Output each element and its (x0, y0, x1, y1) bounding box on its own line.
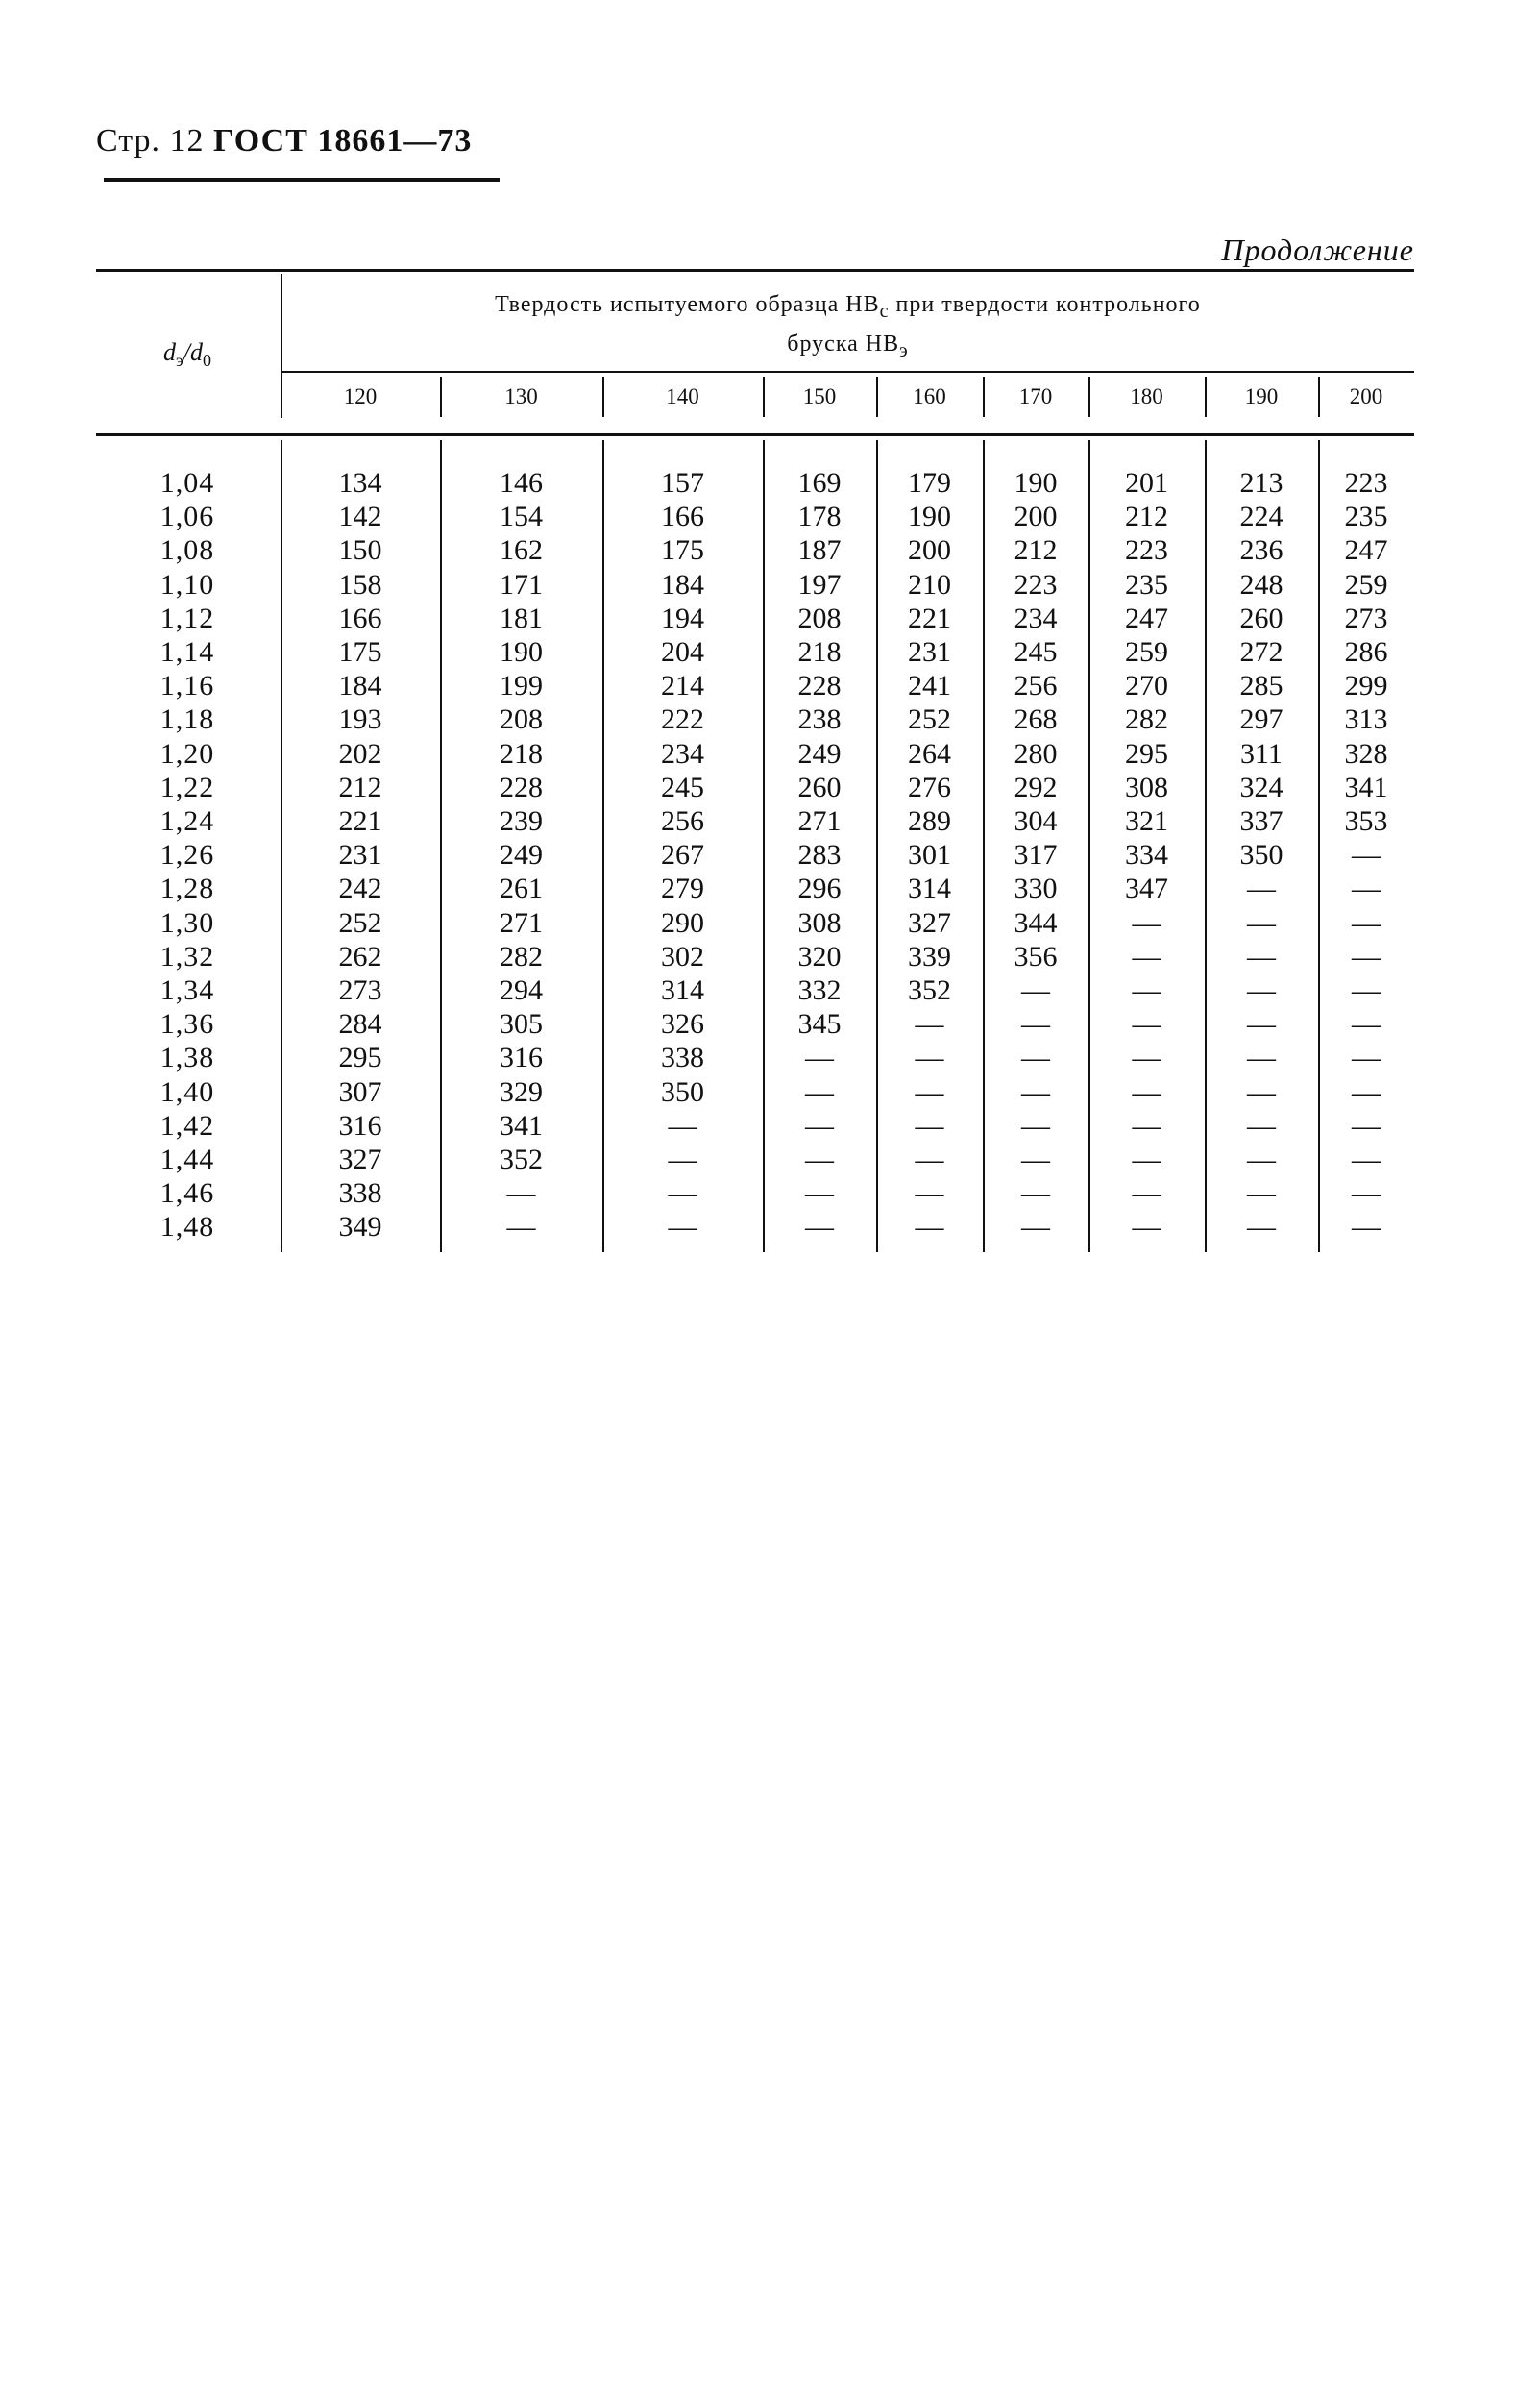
hardness-cell: 276 (908, 771, 951, 803)
hardness-cell: — (506, 1211, 536, 1244)
hardness-cell: 305 (500, 1008, 543, 1041)
hardness-cell: 270 (1125, 670, 1168, 702)
hardness-cell: 236 (1239, 534, 1283, 567)
hardness-cell: 248 (1239, 568, 1283, 601)
column-divider (602, 377, 604, 417)
hardness-cell: 252 (338, 906, 382, 939)
hardness-cell: 199 (500, 670, 543, 702)
hardness-cell: 214 (661, 670, 704, 702)
hardness-cell: 142 (338, 501, 382, 533)
hardness-cell: 154 (500, 501, 543, 533)
hardness-cell: 285 (1239, 670, 1283, 702)
hardness-cell: — (1132, 1109, 1161, 1142)
hardness-cell: 242 (338, 873, 382, 905)
hardness-cell: 304 (1014, 805, 1058, 837)
hardness-cell: — (805, 1144, 834, 1175)
hardness-cell: 302 (661, 940, 704, 973)
hardness-cell: — (1247, 940, 1276, 973)
hardness-cell: 262 (338, 940, 382, 973)
hardness-cell: 208 (500, 703, 543, 736)
hardness-cell: 218 (500, 737, 543, 770)
hardness-cell: 313 (1344, 703, 1388, 736)
hardness-cell: 280 (1014, 737, 1058, 770)
hardness-cell: — (1021, 1042, 1050, 1074)
ratio-value: 1,38 (159, 1042, 215, 1074)
hardness-cell: — (668, 1144, 697, 1175)
ratio-value: 1,20 (159, 737, 215, 770)
ratio-value: 1,10 (159, 568, 215, 601)
hardness-cell: 341 (500, 1109, 543, 1142)
ratio-value: 1,14 (159, 636, 215, 668)
hardness-cell: 256 (1014, 670, 1058, 702)
hardness-cell: 187 (797, 534, 842, 567)
hardness-cell: — (1247, 974, 1276, 1006)
hardness-cell: 317 (1014, 839, 1058, 872)
hardness-cell: — (805, 1075, 834, 1108)
hardness-cell: 284 (338, 1008, 382, 1041)
hardness-cell: — (1132, 1008, 1161, 1041)
hardness-cell: 234 (1014, 602, 1058, 634)
hardness-cell: 190 (908, 501, 951, 533)
hardness-cell: 324 (1239, 771, 1283, 803)
hardness-cell: — (1247, 1008, 1276, 1041)
hb-column-header: 130 (504, 384, 538, 408)
hardness-cell: 247 (1125, 602, 1168, 634)
hardness-cell: 296 (797, 873, 842, 905)
column-divider (1088, 377, 1090, 417)
hardness-cell: 231 (908, 636, 951, 668)
hardness-cell: 295 (338, 1042, 382, 1074)
hardness-cell: — (1352, 974, 1381, 1006)
hardness-cell: — (915, 1177, 944, 1210)
hardness-cell: 307 (338, 1075, 382, 1108)
hardness-cell: 190 (500, 636, 543, 668)
column-divider (763, 377, 765, 417)
hardness-cell: 197 (797, 568, 842, 601)
hardness-cell: 158 (338, 568, 382, 601)
hardness-cell: — (1132, 940, 1161, 973)
hardness-cell: 193 (338, 703, 382, 736)
column-divider (1318, 377, 1320, 417)
hardness-cell: 308 (1125, 771, 1168, 803)
hardness-cell: — (1247, 1042, 1276, 1074)
hardness-cell: 273 (338, 974, 382, 1006)
hardness-cell: 332 (797, 974, 842, 1006)
hardness-cell: 352 (500, 1144, 543, 1175)
ratio-value: 1,44 (159, 1144, 215, 1175)
hardness-cell: 264 (908, 737, 951, 770)
ratio-value: 1,16 (159, 670, 215, 702)
hardness-cell: 200 (1014, 501, 1058, 533)
column-divider (983, 377, 985, 417)
hardness-cell: 308 (797, 906, 842, 939)
hardness-cell: 213 (1239, 467, 1283, 499)
hardness-cell: — (1352, 1144, 1381, 1175)
table-header-bottom-rule (96, 433, 1414, 436)
hardness-cell: 146 (500, 467, 543, 499)
hardness-cell: 223 (1014, 568, 1058, 601)
hardness-cell: — (668, 1109, 697, 1142)
hardness-cell: 241 (908, 670, 951, 702)
hardness-cell: — (1247, 906, 1276, 939)
hardness-cell: — (1132, 1075, 1161, 1108)
hardness-cell: 349 (338, 1211, 382, 1244)
hardness-cell: 212 (1125, 501, 1168, 533)
hardness-cell: — (1352, 1211, 1381, 1244)
hardness-cell: 224 (1239, 501, 1283, 533)
hardness-cell: 334 (1125, 839, 1168, 872)
hb-column-header: 140 (666, 384, 699, 408)
ratio-value: 1,04 (159, 467, 215, 499)
hardness-cell: 252 (908, 703, 951, 736)
hardness-cell: 169 (797, 467, 842, 499)
hardness-cell: 184 (338, 670, 382, 702)
hardness-cell: 327 (338, 1144, 382, 1175)
hardness-cell: 235 (1344, 501, 1388, 533)
hardness-cell: 337 (1239, 805, 1283, 837)
hardness-cell: — (1132, 906, 1161, 939)
hardness-cell: 228 (500, 771, 543, 803)
hardness-cell: 311 (1240, 737, 1283, 770)
hardness-cell: — (1021, 1144, 1050, 1175)
hardness-cell: 228 (797, 670, 842, 702)
hardness-cell: 282 (500, 940, 543, 973)
hardness-cell: — (915, 1211, 944, 1244)
hardness-cell: — (1132, 1211, 1161, 1244)
hardness-cell: 223 (1344, 467, 1388, 499)
hardness-cell: 249 (500, 839, 543, 872)
hardness-cell: — (805, 1211, 834, 1244)
table-top-rule (96, 269, 1414, 272)
hardness-cell: 294 (500, 974, 543, 1006)
hardness-cell: 222 (661, 703, 704, 736)
ratio-value: 1,48 (159, 1211, 215, 1244)
hardness-cell: 273 (1344, 602, 1388, 634)
hardness-cell: 235 (1125, 568, 1168, 601)
hardness-cell: 181 (500, 602, 543, 634)
hardness-cell: 231 (338, 839, 382, 872)
hardness-cell: 290 (661, 906, 704, 939)
hardness-cell: 208 (797, 602, 842, 634)
hardness-cell: 321 (1125, 805, 1168, 837)
ratio-value: 1,42 (159, 1109, 215, 1142)
hardness-cell: 271 (797, 805, 842, 837)
hardness-cell: — (1352, 1008, 1381, 1041)
hardness-cell: — (1021, 1109, 1050, 1142)
ratio-value: 1,08 (159, 534, 215, 567)
group-title-divider (281, 371, 1414, 373)
hardness-cell: 157 (661, 467, 704, 499)
hardness-cell: — (1352, 839, 1381, 872)
hardness-cell: — (1021, 974, 1050, 1006)
hardness-cell: 356 (1014, 940, 1058, 973)
hardness-cell: 353 (1344, 805, 1388, 837)
hardness-cell: 175 (338, 636, 382, 668)
hardness-cell: 201 (1125, 467, 1168, 499)
hardness-cell: — (915, 1075, 944, 1108)
hardness-cell: — (1021, 1075, 1050, 1108)
hardness-cell: 316 (500, 1042, 543, 1074)
column-divider (440, 377, 442, 417)
ratio-value: 1,36 (159, 1008, 215, 1041)
hardness-cell: 194 (661, 602, 704, 634)
hardness-cell: 350 (1239, 839, 1283, 872)
hardness-cell: — (1132, 1177, 1161, 1210)
ratio-value: 1,18 (159, 703, 215, 736)
hardness-cell: 171 (500, 568, 543, 601)
column-divider (876, 377, 878, 417)
hardness-cell: — (1021, 1211, 1050, 1244)
hardness-cell: — (805, 1042, 834, 1074)
hardness-cell: — (1247, 873, 1276, 905)
hardness-cell: 179 (908, 467, 951, 499)
hardness-cell: 166 (661, 501, 704, 533)
hardness-cell: 329 (500, 1075, 543, 1108)
hardness-cell: 279 (661, 873, 704, 905)
hardness-cell: 221 (908, 602, 951, 634)
ratio-value: 1,30 (159, 906, 215, 939)
hardness-cell: 314 (661, 974, 704, 1006)
hardness-cell: 282 (1125, 703, 1168, 736)
hardness-cell: 345 (797, 1008, 842, 1041)
continuation-label: Продолжение (1221, 233, 1414, 267)
hardness-cell: 289 (908, 805, 951, 837)
ratio-value: 1,12 (159, 602, 215, 634)
hardness-cell: 150 (338, 534, 382, 567)
hb-column-header: 190 (1244, 384, 1279, 408)
hardness-cell: 297 (1239, 703, 1283, 736)
hardness-cell: 286 (1344, 636, 1388, 668)
hardness-cell: 245 (661, 771, 704, 803)
hardness-cell: — (805, 1177, 834, 1210)
header-underline (104, 178, 500, 182)
hb-column-header: 120 (343, 384, 378, 408)
hardness-cell: 283 (797, 839, 842, 872)
hardness-cell: 328 (1344, 737, 1388, 770)
hb-column-header: 160 (913, 384, 946, 408)
hardness-cell: — (915, 1042, 944, 1074)
hardness-cell: 247 (1344, 534, 1388, 567)
ratio-value: 1,32 (159, 940, 215, 973)
ratio-value: 1,06 (159, 501, 215, 533)
hardness-cell: — (1132, 1144, 1161, 1175)
ratio-value: 1,22 (159, 771, 215, 803)
hb-column-header: 200 (1349, 384, 1383, 408)
hardness-cell: — (915, 1008, 944, 1041)
hardness-cell: — (1352, 906, 1381, 939)
hardness-cell: 301 (908, 839, 951, 872)
hardness-cell: — (805, 1109, 834, 1142)
hardness-cell: — (1352, 1075, 1381, 1108)
hardness-cell: — (1132, 1042, 1161, 1074)
hardness-cell: 210 (908, 568, 951, 601)
column-group-title: Твердость испытуемого образца $HB_с$ при твердости контрольного бруска $HB_э$ (495, 292, 1201, 361)
hardness-cell: — (1247, 1177, 1276, 1210)
hardness-cell: 338 (661, 1042, 704, 1074)
hardness-cell: 175 (661, 534, 704, 567)
hardness-cell: 212 (1014, 534, 1058, 567)
hardness-cell: 330 (1014, 873, 1058, 905)
hb-column-header: 180 (1130, 384, 1163, 408)
column-divider (1205, 377, 1207, 417)
hardness-cell: 292 (1014, 771, 1058, 803)
hardness-cell: 238 (797, 703, 842, 736)
page-number: Стр. 12 (96, 123, 205, 159)
hardness-cell: — (915, 1144, 944, 1175)
hardness-cell: 326 (661, 1008, 704, 1041)
hardness-cell: 341 (1344, 771, 1388, 803)
ratio-value: 1,26 (159, 839, 215, 872)
hardness-cell: — (1352, 1177, 1381, 1210)
hardness-cell: — (1352, 1109, 1381, 1142)
hardness-cell: 223 (1125, 534, 1168, 567)
hardness-cell: 352 (908, 974, 951, 1006)
hardness-cell: 249 (797, 737, 842, 770)
hardness-cell: 256 (661, 805, 704, 837)
ratio-value: 1,40 (159, 1075, 215, 1108)
hardness-cell: 200 (908, 534, 951, 567)
hardness-cell: — (1021, 1008, 1050, 1041)
hardness-cell: — (1352, 940, 1381, 973)
hardness-cell: 184 (661, 568, 704, 601)
ratio-column-header: $d_э/d_0$ (163, 338, 211, 371)
hardness-cell: 299 (1344, 670, 1388, 702)
hardness-cell: 162 (500, 534, 543, 567)
hardness-cell: 267 (661, 839, 704, 872)
hardness-cell: 245 (1014, 636, 1058, 668)
hb-column-header: 150 (802, 384, 837, 408)
hardness-cell: 268 (1014, 703, 1058, 736)
hardness-cell: 338 (338, 1177, 382, 1210)
hardness-cell: — (668, 1211, 697, 1244)
hardness-cell: 234 (661, 737, 704, 770)
hardness-cell: — (1247, 1144, 1276, 1175)
hardness-cell: 259 (1125, 636, 1168, 668)
hardness-cell: 259 (1344, 568, 1388, 601)
hardness-cell: 350 (661, 1075, 704, 1108)
hardness-cell: 272 (1239, 636, 1283, 668)
hardness-cell: — (668, 1177, 697, 1210)
hardness-cell: — (506, 1177, 536, 1210)
hardness-cell: 134 (338, 467, 382, 499)
hardness-cell: 221 (338, 805, 382, 837)
hardness-cell: 347 (1125, 873, 1168, 905)
hardness-cell: — (1247, 1075, 1276, 1108)
hardness-cell: — (915, 1109, 944, 1142)
ratio-value: 1,34 (159, 974, 215, 1006)
hardness-cell: 218 (797, 636, 842, 668)
hardness-cell: — (1247, 1109, 1276, 1142)
hb-column-header: 170 (1018, 384, 1053, 408)
ratio-value: 1,24 (159, 805, 215, 837)
hardness-cell: 204 (661, 636, 704, 668)
hardness-cell: — (1352, 1042, 1381, 1074)
hardness-cell: 260 (1239, 602, 1283, 634)
hardness-cell: 166 (338, 602, 382, 634)
page-header (96, 123, 472, 160)
hardness-cell: 239 (500, 805, 543, 837)
ratio-value: 1,46 (159, 1177, 215, 1210)
ratio-value: 1,28 (159, 873, 215, 905)
hardness-cell: 316 (338, 1109, 382, 1142)
hardness-cell: 261 (500, 873, 543, 905)
hardness-cell: 344 (1014, 906, 1058, 939)
hardness-cell: 320 (797, 940, 842, 973)
hardness-cell: — (1132, 974, 1161, 1006)
hardness-cell: 314 (908, 873, 951, 905)
hardness-cell: 260 (797, 771, 842, 803)
hardness-cell: 190 (1014, 467, 1058, 499)
hardness-cell: — (1021, 1177, 1050, 1210)
hardness-cell: 178 (797, 501, 842, 533)
standard-number: ГОСТ 18661—73 (213, 123, 473, 159)
hardness-cell: 339 (908, 940, 951, 973)
hardness-cell: 327 (908, 906, 951, 939)
hardness-cell: 271 (500, 906, 543, 939)
hardness-cell: 202 (338, 737, 382, 770)
hardness-cell: — (1352, 873, 1381, 905)
hardness-cell: — (1247, 1211, 1276, 1244)
hardness-cell: 295 (1125, 737, 1168, 770)
hardness-cell: 212 (338, 771, 382, 803)
